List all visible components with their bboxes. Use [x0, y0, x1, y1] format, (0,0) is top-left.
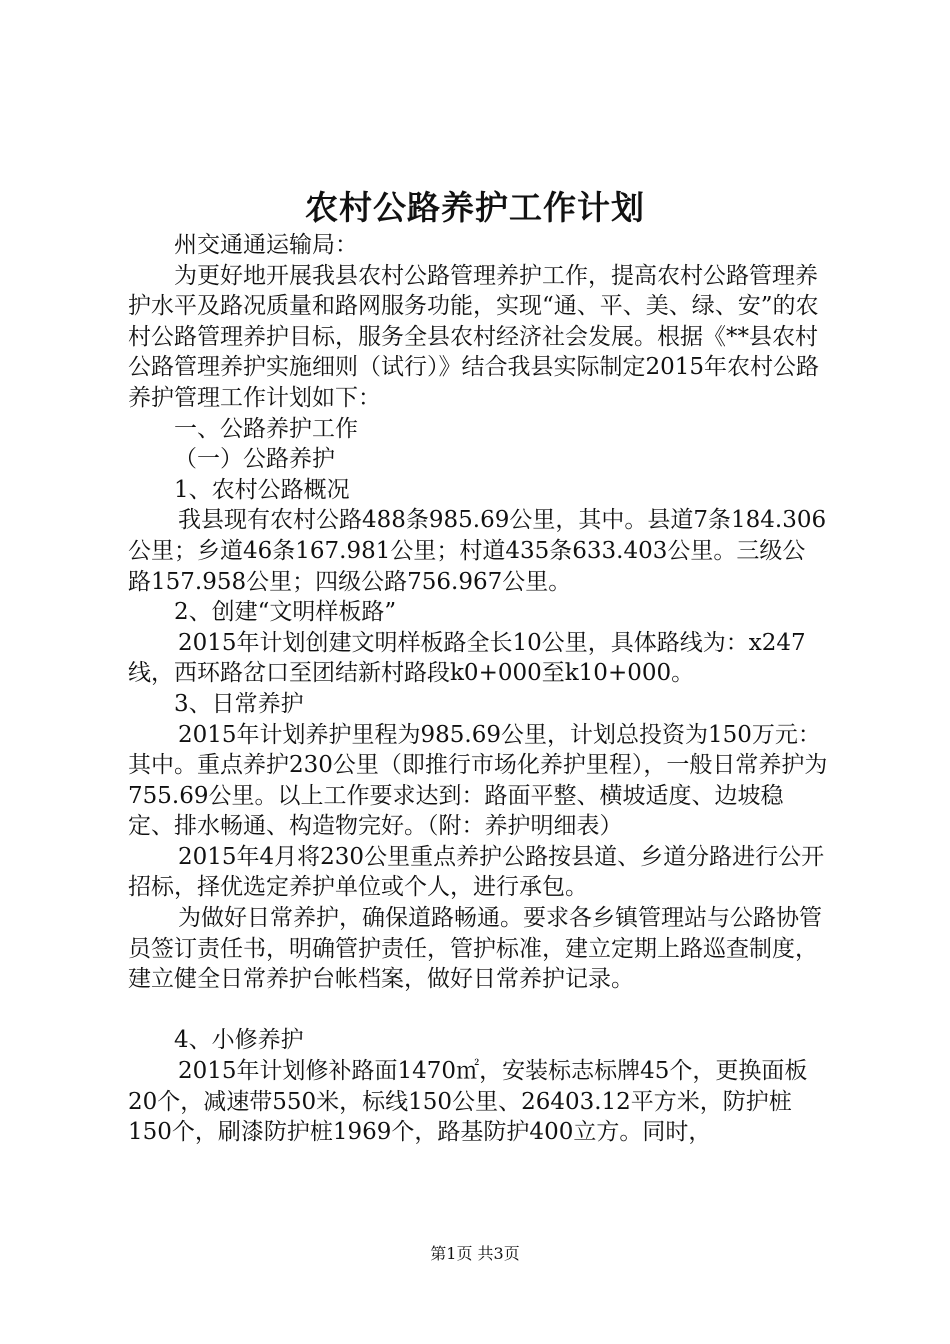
heading-item-4: 4、小修养护	[174, 1027, 304, 1054]
heading-item-2: 2、创建“文明样板路”	[174, 599, 397, 626]
heading-section-1: 一、公路养护工作	[174, 415, 358, 442]
paragraph-daily-maintenance: 2015年计划养护里程为985.69公里，计划总投资为150万元：其中。重点养护230公里（即推行市场化养护里程），一般日常养护为755.69公里。以上工作要求达到：路面平整、横坡适度、边坡稳定、排水畅通、构造物完好。（附：养护明细表）	[128, 721, 828, 840]
document-title: 农村公路养护工作计划	[305, 188, 645, 227]
paragraph-overview: 我县现有农村公路488条985.69公里，其中。县道7条184.306公里；乡道46条167.981公里；村道435条633.403公里。三级公路157.958公里；四级公路756.967公里。	[128, 507, 827, 595]
page-number-footer: 第1页 共3页	[430, 1244, 520, 1263]
paragraph-bidding: 2015年4月将230公里重点养护公路按县道、乡道分路进行公开招标，择优选定养护单位或个人，进行承包。	[128, 843, 825, 901]
paragraph-responsibility: 为做好日常养护，确保道路畅通。要求各乡镇管理站与公路协管员签订责任书，明确管护责任，管护标准，建立定期上路巡查制度，建立健全日常养护台帐档案，做好日常养护记录。	[128, 905, 822, 993]
document-body	[128, 230, 828, 1148]
heading-subsection-1: （一）公路养护	[174, 446, 335, 473]
paragraph-model-road: 2015年计划创建文明样板路全长10公里，具体路线为：x247线，西环路岔口至团结新村路段k0+000至k10+000。	[128, 629, 806, 687]
heading-item-3: 3、日常养护	[174, 690, 304, 717]
paragraph-addressee: 州交通通运输局：	[174, 232, 358, 258]
heading-item-1: 1、农村公路概况	[174, 476, 350, 503]
paragraph-intro: 为更好地开展我县农村公路管理养护工作，提高农村公路管理养护水平及路况质量和路网服务功能，实现“通、平、美、绿、安”的农村公路管理养护目标，服务全县农村经济社会发展。根据《**县农村公路管理养护实施细则（试行）》结合我县实际制定2015年农村公路养护管理工作计划如下：	[128, 262, 820, 411]
paragraph-minor-repair: 2015年计划修补路面1470㎡，安装标志标牌45个，更换面板20个，减速带550米，标线150公里、26403.12平方米，防护桩150个，刷漆防护桩1969个，路基防护400立方。同时，	[128, 1058, 808, 1146]
paragraph-spacer	[128, 995, 828, 1026]
